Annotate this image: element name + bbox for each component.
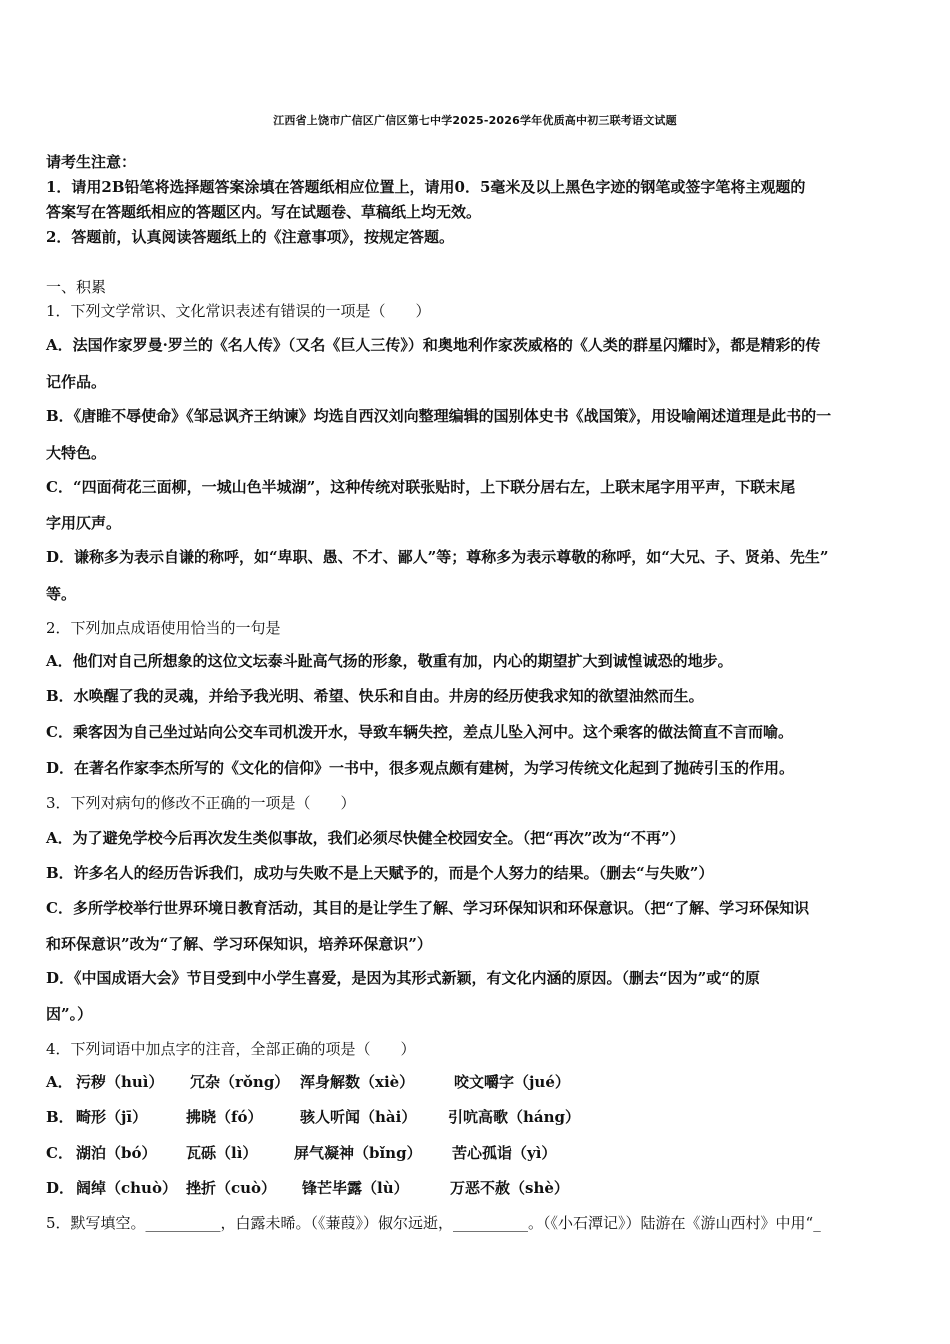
q4-word: 屏气凝神（bǐng） (294, 1144, 422, 1162)
q4-word: 浑身解数（xiè） (300, 1073, 415, 1091)
q1-option-d: D．谦称多为表示自谦的称呼，如“卑职、愚、不才、鄙人”等；尊称多为表示尊敬的称呼，如“大兄、子、贤弟、先生” (46, 548, 829, 566)
q1-option-c-cont: 字用仄声。 (46, 514, 122, 532)
q4-row-label: D． (46, 1179, 75, 1197)
q3-option-d: D．《中国成语大会》节目受到中小学生喜爱，是因为其形式新颖，有文化内涵的原因。（删去“因为”或“的原 (46, 969, 760, 987)
q4-word: 苦心孤诣（yì） (452, 1144, 557, 1162)
q4-row-label: B． (46, 1108, 74, 1126)
q1-option-c: C．“四面荷花三面柳，一城山色半城湖”，这种传统对联张贴时，上下联分居右左，上联末尾字用平声，下联末尾 (46, 478, 796, 496)
q4-word: 挫折（cuò） (186, 1179, 277, 1197)
q1-option-a-cont: 记作品。 (46, 373, 107, 391)
q3-option-c: C．多所学校举行世界环境日教育活动，其目的是让学生了解、学习环保知识和环保意识。（把“了解、学习环保知识 (46, 899, 810, 917)
q5-stem: 5．默写填空。__________，白露未晞。（《蒹葭》）俶尔远逝，__________。（《小石潭记》）陆游在《游山西村》中用“_ (46, 1214, 821, 1232)
q1-stem: 1．下列文学常识、文化常识表述有错误的一项是（ ） (46, 302, 431, 320)
q4-word: 骇人听闻（hài） (300, 1108, 417, 1126)
q4-word: 冗杂（rǒng） (190, 1073, 290, 1091)
q2-option-c: C．乘客因为自己坐过站向公交车司机泼开水，导致车辆失控，差点儿坠入河中。这个乘客的做法简直不言而喻。 (46, 723, 793, 741)
q1-option-a: A．法国作家罗曼·罗兰的《名人传》（又名《巨人三传》）和奥地利作家茨威格的《人类的群星闪耀时》，都是精彩的传 (46, 336, 821, 354)
q3-option-c-cont: 和环保意识”改为“了解、学习环保知识，培养环保意识”） (46, 935, 432, 953)
q2-stem: 2．下列加点成语使用恰当的一句是 (46, 619, 281, 637)
q2-option-b: B．水唤醒了我的灵魂，并给予我光明、希望、快乐和自由。井房的经历使我求知的欲望油然而生。 (46, 687, 704, 705)
q3-stem: 3．下列对病句的修改不正确的一项是（ ） (46, 794, 356, 812)
q4-word: 湖泊（bó） (76, 1144, 157, 1162)
q3-option-b: B．许多名人的经历告诉我们，成功与失败不是上天赋予的，而是个人努力的结果。（删去“与失败”） (46, 864, 714, 882)
q3-option-a: A．为了避免学校今后再次发生类似事故，我们必须尽快健全校园安全。（把“再次”改为“不再”） (46, 829, 685, 847)
q4-word: 咬文嚼字（jué） (454, 1073, 570, 1091)
notice-item-1-line-2: 答案写在答题纸相应的答题区内。写在试题卷、草稿纸上均无效。 (46, 203, 482, 221)
q1-option-b: B．《唐睢不辱使命》《邹忌讽齐王纳谏》均选自西汉刘向整理编辑的国别体史书《战国策》，用设喻阐述道理是此书的一 (46, 407, 832, 425)
notice-heading: 请考生注意： (46, 153, 137, 171)
q1-option-b-cont: 大特色。 (46, 444, 107, 462)
q4-word: 阔绰（chuò） (76, 1179, 177, 1197)
q4-word: 拂晓（fó） (186, 1108, 263, 1126)
q3-option-d-cont: 因”。） (46, 1005, 93, 1023)
q4-word: 锋芒毕露（lù） (302, 1179, 409, 1197)
q2-option-d: D．在著名作家李杰所写的《文化的信仰》一书中，很多观点颇有建树，为学习传统文化起到了抛砖引玉的作用。 (46, 759, 795, 777)
section-heading: 一、积累 (46, 278, 107, 296)
q4-word: 畸形（jī） (76, 1108, 148, 1126)
q4-stem: 4．下列词语中加点字的注音，全部正确的项是（ ） (46, 1040, 416, 1058)
q2-option-a: A．他们对自己所想象的这位文坛泰斗趾高气扬的形象，敬重有加，内心的期望扩大到诚惶诚恐的地步。 (46, 652, 733, 670)
notice-item-2: 2．答题前，认真阅读答题纸上的《注意事项》，按规定答题。 (46, 228, 454, 246)
q1-option-d-cont: 等。 (46, 585, 77, 603)
exam-title: 江西省上饶市广信区广信区第七中学2025-2026学年优质高中初三联考语文试题 (273, 114, 677, 127)
q4-word: 污秽（huì） (76, 1073, 164, 1091)
q4-row-label: C． (46, 1144, 73, 1162)
q4-word: 引吭高歌（háng） (448, 1108, 581, 1126)
q4-word: 瓦砾（lì） (186, 1144, 258, 1162)
notice-item-1-line-1: 1．请用2B铅笔将选择题答案涂填在答题纸相应位置上，请用0．5毫米及以上黑色字迹的钢笔或签字笔将主观题的 (46, 178, 806, 196)
q4-row-label: A． (46, 1073, 73, 1091)
q4-word: 万恶不赦（shè） (450, 1179, 569, 1197)
